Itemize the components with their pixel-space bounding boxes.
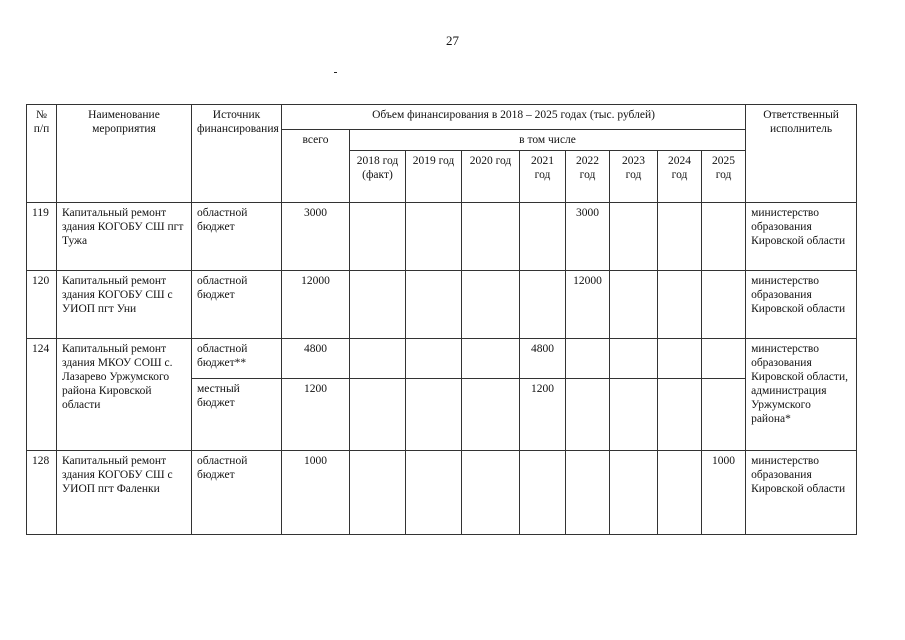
row-year-value [658,271,702,339]
row-year-value [462,271,520,339]
row-num: 128 [27,451,57,535]
row-year-value [566,379,610,451]
row-responsible: министерство образования Кировской области [746,271,857,339]
row-year-value: 3000 [566,203,610,271]
row-total: 12000 [282,271,350,339]
row-year-value [520,451,566,535]
row-year-value [406,379,462,451]
row-year-value [566,339,610,379]
row-year-value: 1000 [702,451,746,535]
row-year-value [610,451,658,535]
row-total: 1200 [282,379,350,451]
row-year-value [566,451,610,535]
row-year-value [658,451,702,535]
row-name: Капитальный ремонт здания КОГОБУ СШ с УИОП пгт Уни [57,271,192,339]
row-name: Капитальный ремонт здания КОГОБУ СШ пгт Тужа [57,203,192,271]
row-year-value [406,339,462,379]
row-year-value [702,203,746,271]
row-total: 4800 [282,339,350,379]
header-including: в том числе [350,130,746,151]
row-year-value [520,203,566,271]
row-source: областной бюджет [192,203,282,271]
row-source: областной бюджет [192,271,282,339]
row-year-value [406,203,462,271]
row-name: Капитальный ремонт здания КОГОБУ СШ с УИОП пгт Фаленки [57,451,192,535]
row-total: 3000 [282,203,350,271]
row-name: Капитальный ремонт здания МКОУ СОШ с. Лазарево Уржумского района Кировской области [57,339,192,451]
header-name: Наименование мероприятия [57,105,192,203]
row-year-value [350,339,406,379]
header-year: 2019 год [406,151,462,203]
row-year-value [350,203,406,271]
row-year-value: 12000 [566,271,610,339]
row-year-value [610,339,658,379]
row-total: 1000 [282,451,350,535]
row-year-value [610,379,658,451]
row-year-value [702,271,746,339]
header-total: всего [282,130,350,203]
row-year-value [406,271,462,339]
header-num: № п/п [27,105,57,203]
row-year-value [610,203,658,271]
table-row [27,451,857,535]
row-year-value [462,339,520,379]
row-year-value [462,451,520,535]
row-source: местный бюджет [192,379,282,451]
row-responsible: министерство образования Кировской области, администрация Уржумского района* [746,339,857,451]
header-year: 2024 год [658,151,702,203]
row-year-value: 4800 [520,339,566,379]
row-year-value [406,451,462,535]
row-num: 119 [27,203,57,271]
row-source: областной бюджет [192,451,282,535]
row-year-value [702,379,746,451]
row-source: областной бюджет** [192,339,282,379]
header-year: 2025 год [702,151,746,203]
row-responsible: министерство образования Кировской области [746,451,857,535]
header-year: 2018 год (факт) [350,151,406,203]
row-year-value [462,379,520,451]
row-year-value [350,271,406,339]
header-year: 2022 год [566,151,610,203]
header-year: 2023 год [610,151,658,203]
row-responsible: министерство образования Кировской области [746,203,857,271]
row-year-value: 1200 [520,379,566,451]
row-year-value [462,203,520,271]
row-year-value [658,379,702,451]
table-row [27,339,857,379]
scan-speck [334,72,337,73]
table-body [27,203,857,535]
table-row [27,271,857,339]
table-header [27,105,857,203]
row-year-value [350,451,406,535]
header-year: 2020 год [462,151,520,203]
header-year: 2021 год [520,151,566,203]
header-responsible: Ответственный исполнитель [746,105,857,203]
table-row [27,203,857,271]
header-source: Источник финансирования [192,105,282,203]
page-number: 27 [446,33,459,48]
row-year-value [658,339,702,379]
row-year-value [520,271,566,339]
row-year-value [658,203,702,271]
row-year-value [610,271,658,339]
row-num: 124 [27,339,57,451]
row-year-value [702,339,746,379]
row-num: 120 [27,271,57,339]
header-volume: Объем финансирования в 2018 – 2025 годах (тыс. рублей) [282,105,746,130]
row-year-value [350,379,406,451]
financing-table [26,104,857,535]
